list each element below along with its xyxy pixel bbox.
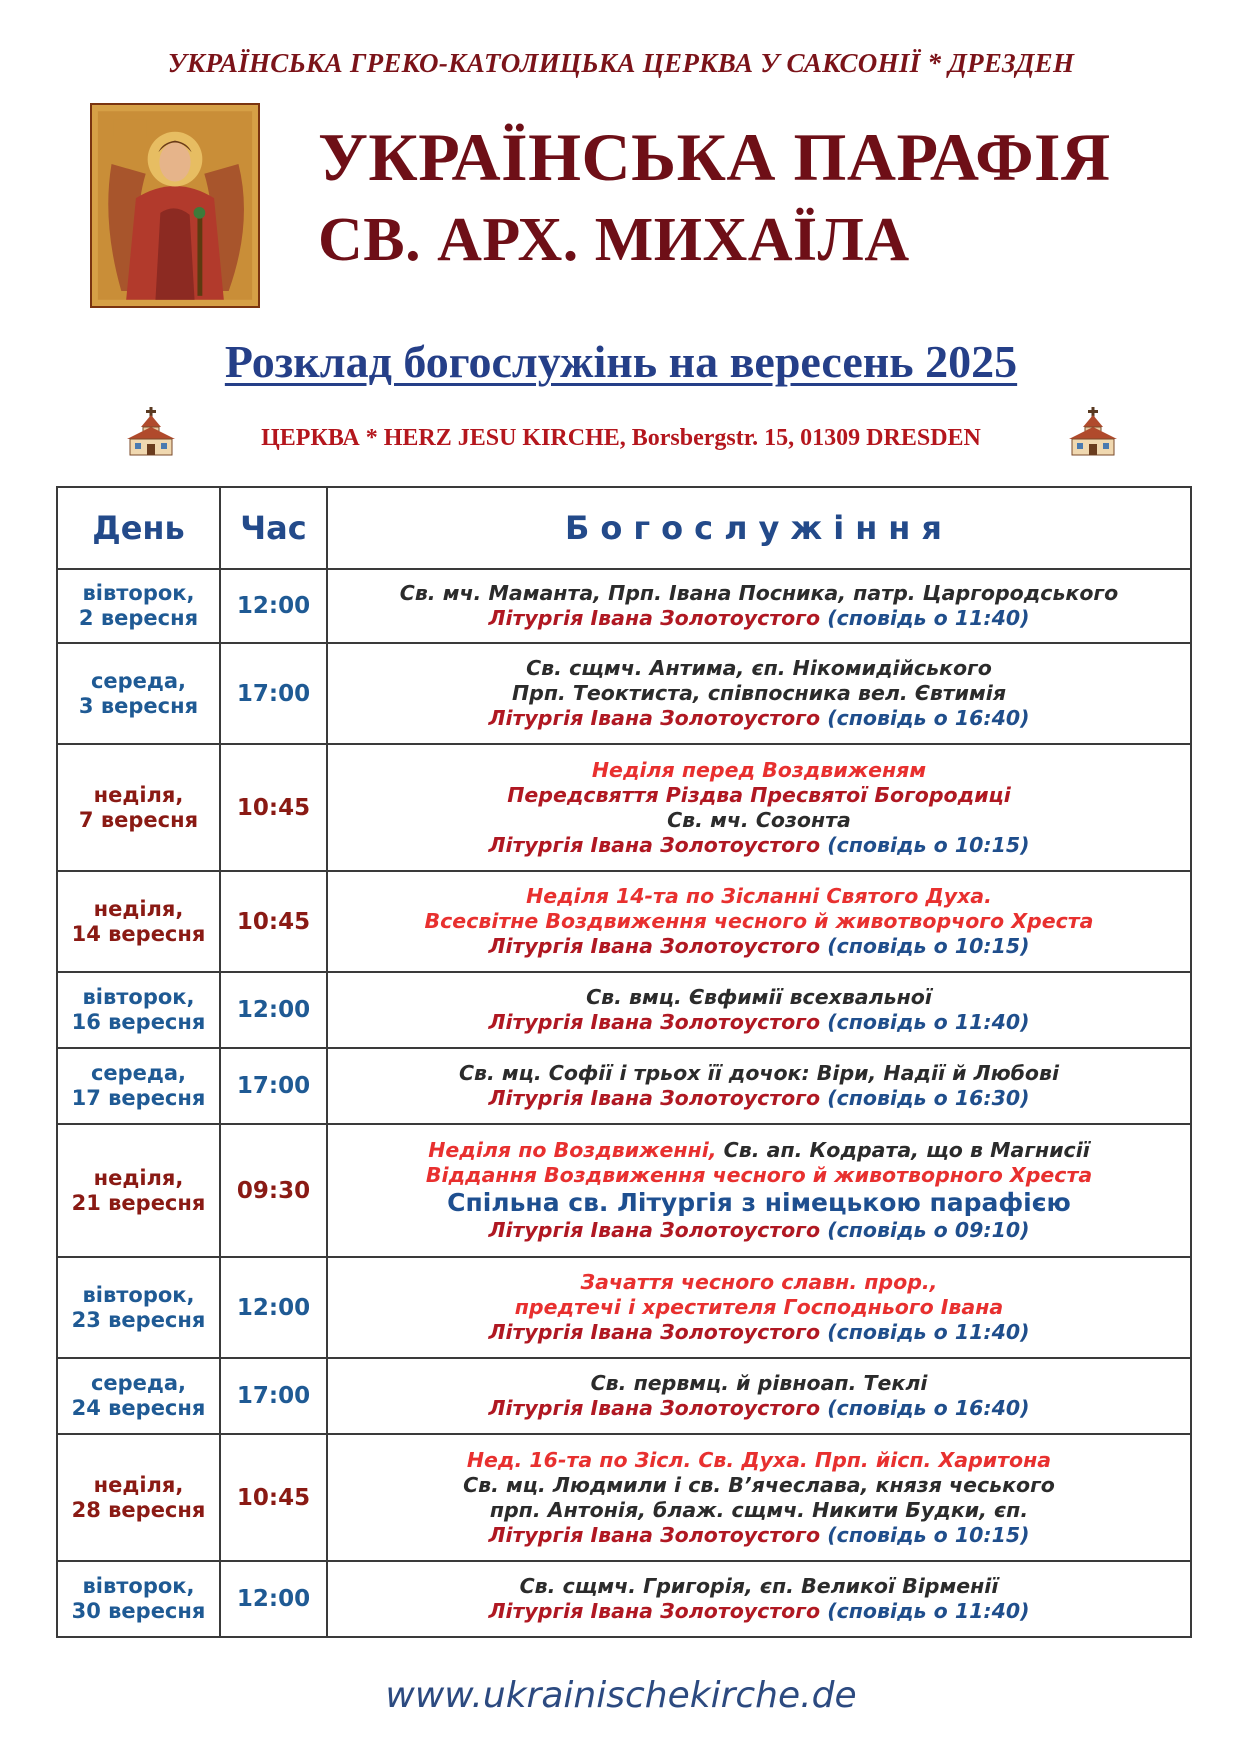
weekday: неділя, [93, 1472, 184, 1497]
service-line [328, 656, 1190, 681]
service-cell [327, 643, 1191, 744]
service-cell [327, 871, 1191, 972]
service-line [328, 1270, 1190, 1295]
time-cell: 12:00 [220, 1257, 327, 1358]
service-line [328, 1218, 1190, 1243]
table-row [57, 569, 1191, 643]
service-line [328, 1574, 1190, 1599]
service-text: Нед. 16-та по Зісл. Св. Духа. Прп. йісп. Харитона [466, 1447, 1052, 1472]
service-line [328, 1061, 1190, 1086]
service-line [328, 1320, 1190, 1345]
service-cell [327, 1257, 1191, 1358]
column-header-service: Богослужіння [327, 487, 1191, 569]
service-line [328, 884, 1190, 909]
service-cell [327, 1124, 1191, 1257]
day-cell [57, 1561, 220, 1637]
day-cell [57, 744, 220, 871]
table-row [57, 643, 1191, 744]
date: 7 вересня [78, 807, 199, 832]
service-line [328, 1523, 1190, 1548]
service-text: (сповідь о 16:40) [820, 1396, 1030, 1420]
archangel-michael-icon [90, 103, 260, 308]
church-header-line: УКРАЇНСЬКА ГРЕКО-КАТОЛИЦЬКА ЦЕРКВА У САКСОНІЇ * ДРЕЗДЕН [167, 48, 1075, 78]
service-text: Передсвяття Різдва Пресвятої Богородиці [507, 782, 1011, 807]
service-line [328, 1396, 1190, 1421]
date: 2 вересня [78, 606, 199, 630]
weekday: середа, [90, 1371, 187, 1395]
service-line [328, 985, 1190, 1010]
table-header-row [57, 487, 1191, 569]
service-text: Св. мц. Людмили і св. В’ячеслава, князя чеського [463, 1472, 1055, 1497]
time-cell: 10:45 [220, 871, 327, 972]
date: 30 вересня [71, 1599, 206, 1623]
service-text: Літургія Івана Золотоустого [488, 1320, 821, 1344]
date: 21 вересня [71, 1190, 206, 1215]
service-line [328, 1010, 1190, 1035]
service-text: (сповідь о 11:40) [820, 606, 1030, 630]
service-line [328, 783, 1190, 808]
day-cell [57, 569, 220, 643]
date: 14 вересня [71, 921, 206, 946]
service-text: (сповідь о 10:15) [820, 832, 1030, 857]
service-line [328, 1371, 1190, 1396]
service-text: Літургія Івана Золотоустого [488, 1086, 821, 1110]
table-row [57, 1561, 1191, 1637]
service-text: Літургія Івана Золотоустого [488, 1599, 821, 1623]
service-text: (сповідь о 11:40) [820, 1010, 1030, 1034]
service-text: Літургія Івана Золотоустого [488, 934, 821, 958]
service-cell [327, 569, 1191, 643]
service-text: (сповідь о 16:30) [820, 1086, 1030, 1110]
service-line [328, 1473, 1190, 1498]
weekday: середа, [90, 1061, 187, 1085]
service-cell [327, 1358, 1191, 1434]
service-text: (сповідь о 09:10) [820, 1218, 1030, 1242]
table-row [57, 1257, 1191, 1358]
weekday: неділя, [93, 896, 184, 921]
service-cell [327, 1561, 1191, 1637]
day-cell [57, 1124, 220, 1257]
service-text: Св. вмц. Євфимії всехвальної [586, 985, 932, 1009]
schedule-table [56, 486, 1192, 1638]
church-address: ЦЕРКВА * HERZ JESU KIRCHE, Borsbergstr. 15, 01309 DRESDEN [261, 425, 981, 451]
table-row [57, 972, 1191, 1048]
weekday: вівторок, [82, 1282, 195, 1307]
service-text: Св. мч. Созонта [667, 807, 851, 832]
service-text: Св. мц. Софії і трьох її дочок: Віри, Надії й Любові [458, 1061, 1060, 1085]
church-icon [1065, 405, 1121, 457]
date: 23 вересня [71, 1307, 206, 1332]
service-line [328, 833, 1190, 858]
time-cell: 12:00 [220, 972, 327, 1048]
date: 17 вересня [71, 1086, 206, 1110]
service-text: Літургія Івана Золотоустого [488, 832, 821, 857]
date: 28 вересня [71, 1497, 206, 1522]
service-line [328, 1295, 1190, 1320]
service-text: прп. Антонія, блаж. сщмч. Никити Будки, єп. [489, 1497, 1029, 1522]
service-text: Віддання Воздвиження чесного й животворного Хреста [425, 1163, 1093, 1187]
table-row [57, 1358, 1191, 1434]
table-row [57, 871, 1191, 972]
service-line [328, 934, 1190, 959]
time-cell: 17:00 [220, 1358, 327, 1434]
day-cell [57, 1358, 220, 1434]
date: 16 вересня [71, 1010, 206, 1034]
service-text: (сповідь о 10:15) [820, 934, 1030, 958]
day-cell [57, 1257, 220, 1358]
service-text: Неділя по Воздвиженні, [428, 1138, 717, 1162]
service-line [328, 581, 1190, 606]
service-text: предтечі і хрестителя Господнього Івана [514, 1295, 1004, 1319]
service-line [328, 758, 1190, 783]
service-text: Літургія Івана Золотоустого [488, 606, 821, 630]
service-text: Неділя перед Воздвиженям [591, 757, 927, 782]
time-cell: 09:30 [220, 1124, 327, 1257]
service-text: Неділя 14-та по Зісланні Святого Духа. [526, 884, 992, 908]
day-cell [57, 643, 220, 744]
date: 24 вересня [71, 1396, 206, 1420]
table-row [57, 1124, 1191, 1257]
service-line [328, 1188, 1190, 1218]
weekday: вівторок, [82, 581, 195, 605]
time-cell: 12:00 [220, 1561, 327, 1637]
service-text: (сповідь о 10:15) [820, 1522, 1030, 1547]
service-line [328, 606, 1190, 631]
service-text: Літургія Івана Золотоустого [488, 706, 821, 730]
service-line [328, 1163, 1190, 1188]
service-line [328, 681, 1190, 706]
website-link[interactable]: www.ukrainischekirche.de [385, 1675, 857, 1716]
weekday: неділя, [93, 1165, 184, 1190]
service-line [328, 1086, 1190, 1111]
table-row [57, 744, 1191, 871]
table-row [57, 1434, 1191, 1561]
day-cell [57, 871, 220, 972]
service-text: Св. первмц. й рівноап. Теклі [590, 1371, 928, 1395]
parish-title-line2: СВ. АРХ. МИХАЇЛА [318, 206, 910, 274]
weekday: середа, [90, 668, 187, 693]
service-cell [327, 972, 1191, 1048]
service-cell [327, 1434, 1191, 1561]
day-cell [57, 972, 220, 1048]
service-line [328, 808, 1190, 833]
service-cell [327, 1048, 1191, 1124]
day-cell [57, 1048, 220, 1124]
service-text: Св. ап. Кодрата, що в Магнисії [716, 1138, 1090, 1162]
service-cell [327, 744, 1191, 871]
column-header-day: День [57, 487, 220, 569]
time-cell: 12:00 [220, 569, 327, 643]
table-row [57, 1048, 1191, 1124]
day-cell [57, 1434, 220, 1561]
weekday: неділя, [93, 782, 184, 807]
weekday: вівторок, [82, 985, 195, 1009]
service-line [328, 1599, 1190, 1624]
service-text: Св. мч. Маманта, Прп. Івана Посника, патр. Царгородського [399, 581, 1119, 605]
time-cell: 10:45 [220, 744, 327, 871]
service-text: (сповідь о 16:40) [820, 706, 1030, 730]
service-line [328, 909, 1190, 934]
service-line [328, 706, 1190, 731]
service-text: Літургія Івана Золотоустого [488, 1010, 821, 1034]
service-text: Літургія Івана Золотоустого [488, 1522, 821, 1547]
date: 3 вересня [78, 693, 199, 718]
column-header-time: Час [220, 487, 327, 569]
service-text: Літургія Івана Золотоустого [488, 1396, 821, 1420]
service-text: (сповідь о 11:40) [820, 1320, 1030, 1344]
weekday: вівторок, [82, 1574, 195, 1598]
service-text: Спільна св. Літургія з німецькою парафією [447, 1188, 1071, 1217]
time-cell: 17:00 [220, 643, 327, 744]
service-text: Зачаття чесного славн. прор., [580, 1270, 938, 1294]
service-text: Літургія Івана Золотоустого [488, 1218, 821, 1242]
time-cell: 10:45 [220, 1434, 327, 1561]
schedule-title: Розклад богослужінь на вересень 2025 [224, 336, 1018, 387]
parish-title-line1: УКРАЇНСЬКА ПАРАФІЯ [318, 119, 1111, 195]
service-line [328, 1498, 1190, 1523]
service-text: Всесвітне Воздвиження чесного й животворчого Хреста [424, 909, 1094, 933]
service-text: (сповідь о 11:40) [820, 1599, 1030, 1623]
service-text: Прп. Теоктиста, співпосника вел. Євтимія [512, 681, 1006, 705]
service-text: Св. сщмч. Григорія, єп. Великої Вірменії [519, 1574, 999, 1598]
service-text: Св. сщмч. Антима, єп. Нікомидійського [526, 656, 992, 680]
service-line [328, 1138, 1190, 1163]
service-line [328, 1448, 1190, 1473]
time-cell: 17:00 [220, 1048, 327, 1124]
